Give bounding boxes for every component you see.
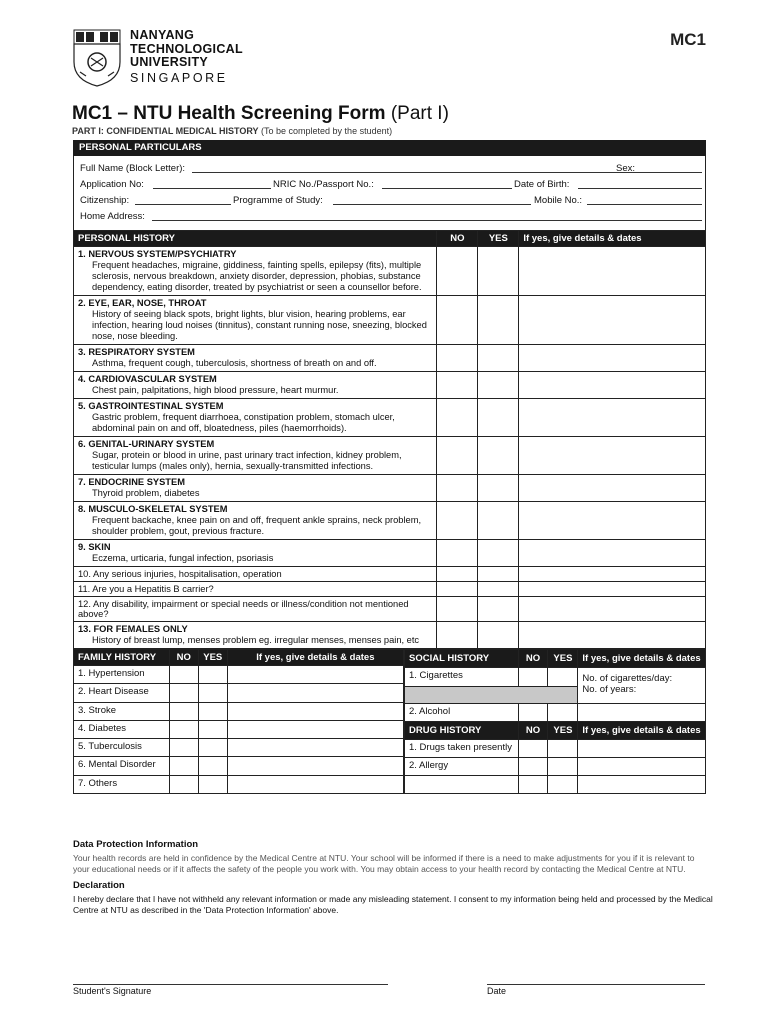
data-protection-heading: Data Protection Information [73,839,199,850]
history-row [74,399,706,437]
no-checkbox[interactable] [437,399,478,437]
yes-checkbox[interactable] [478,540,519,567]
form-title-rest: (Part I) [385,103,449,124]
blank-cell [548,776,578,794]
history-item-title: 7. ENDOCRINE SYSTEM [78,477,185,487]
history-item-title: 10. Any serious injuries, hospitalisation, operation [78,569,282,579]
history-item-title: 3. RESPIRATORY SYSTEM [78,347,195,357]
history-item [74,597,437,622]
no-checkbox[interactable] [169,684,198,702]
history-item-title: 4. CARDIOVASCULAR SYSTEM [78,374,217,384]
history-row [74,296,706,345]
date-label: Date [487,986,507,996]
nric-field[interactable] [382,178,512,189]
yes-checkbox[interactable] [548,704,578,722]
history-item-description: Frequent backache, knee pain on and off, frequent ankle sprains, neck problem, shoulder problem, gout, previous fracture. [92,515,422,536]
no-checkbox[interactable] [169,720,198,738]
university-name-line: NANYANG [130,28,195,42]
subtitle-bold: PART I: CONFIDENTIAL MEDICAL HISTORY [72,126,259,136]
details-field[interactable] [519,567,706,582]
yes-checkbox[interactable] [198,757,227,775]
history-item-description: Frequent headaches, migraine, giddiness, fainting spells, epilepsy (fits), multiple sclerosis, nervous breakdown, anxiety disorder, depression, phobias, substance dependency, eating disorder, treated by psychiatrist or seen a counsellor before. [92,260,422,292]
full-name-field[interactable] [192,162,682,173]
history-item [74,622,437,649]
yes-checkbox[interactable] [478,597,519,622]
details-field[interactable] [519,582,706,597]
application-no-label: Application No: [80,179,144,190]
personal-history-table [73,230,706,649]
no-column-header: NO [169,650,198,666]
details-field[interactable] [227,720,403,738]
yes-checkbox[interactable] [478,475,519,502]
social-history-table [404,649,706,794]
details-field[interactable] [519,247,706,296]
blank-cell [578,776,706,794]
history-item-description: Chest pain, palpitations, high blood pressure, heart murmur. [92,385,339,395]
university-name-line: TECHNOLOGICAL [130,41,243,56]
family-row [74,739,404,757]
form-body [73,140,706,794]
details-field[interactable] [519,372,706,399]
history-item-title: 13. FOR FEMALES ONLY [78,624,188,634]
drugs-taken-label: 1. Drugs taken presently [405,740,519,758]
history-row [74,582,706,597]
citizenship-label: Citizenship: [80,195,130,206]
signature-label: Student's Signature [73,986,152,996]
family-row [74,684,404,702]
signature-line[interactable] [73,984,388,985]
family-item-label: 7. Others [74,775,170,793]
family-history-rows [74,666,404,794]
history-row [74,475,706,502]
drug-history-title: DRUG HISTORY [405,722,519,740]
data-protection-text: Your health records are held in confidence by the Medical Centre at NTU. Your school will be informed if there is a need to make adjustments for you if it is relevant to your educational needs or if it affects the safety of the people you work with. You may obtain access to your health record by contacting the Medical Centre at NTU. [73,853,695,874]
family-row [74,720,404,738]
details-field[interactable] [227,684,403,702]
history-item-title: 9. SKIN [78,542,111,552]
personal-history-title: PERSONAL HISTORY [74,231,437,247]
no-checkbox[interactable] [169,666,198,684]
history-row [74,345,706,372]
social-history-header [405,650,706,668]
no-checkbox[interactable] [518,740,548,758]
address-label: Home Address: [80,211,145,222]
no-checkbox[interactable] [437,437,478,475]
form-subtitle [72,126,392,136]
yes-checkbox[interactable] [478,296,519,345]
dob-field[interactable] [578,178,702,189]
history-item [74,582,437,597]
alcohol-details[interactable] [578,704,706,722]
family-item-label: 4. Diabetes [74,720,170,738]
details-field[interactable] [519,437,706,475]
history-item [74,502,437,540]
social-drug-column [404,649,706,794]
social-row-cigarettes [405,668,706,687]
details-field[interactable] [519,296,706,345]
sex-label: Sex: [616,163,636,174]
details-column-header: If yes, give details & dates [578,650,706,668]
history-row [74,540,706,567]
yes-checkbox[interactable] [198,775,227,793]
cigarettes-years-label: No. of years: [582,684,637,695]
no-checkbox[interactable] [437,597,478,622]
cigarettes-label: 1. Cigarettes [405,668,519,687]
university-crest-logo [72,28,122,88]
no-checkbox[interactable] [437,582,478,597]
family-item-label: 6. Mental Disorder [74,757,170,775]
drug-row-2 [405,758,706,776]
allergy-details[interactable] [578,758,706,776]
yes-column-header: YES [548,650,578,668]
date-line[interactable] [487,984,705,985]
history-item [74,345,437,372]
no-checkbox[interactable] [437,296,478,345]
history-row [74,372,706,399]
details-field[interactable] [519,622,706,649]
yes-checkbox[interactable] [478,399,519,437]
history-item [74,372,437,399]
no-checkbox[interactable] [437,345,478,372]
programme-label: Programme of Study: [233,195,323,206]
history-item [74,247,437,296]
details-column-header: If yes, give details & dates [519,231,706,247]
nric-label: NRIC No./Passport No.: [273,179,374,190]
personal-particulars-section [73,156,706,230]
full-name-label: Full Name (Block Letter): [80,163,186,174]
yes-checkbox[interactable] [478,567,519,582]
history-row [74,597,706,622]
history-row [74,622,706,649]
no-checkbox[interactable] [169,757,198,775]
university-name [130,29,243,85]
personal-particulars-header: PERSONAL PARTICULARS [73,140,706,156]
declaration-text: I hereby declare that I have not withheld any relevant information or made any misleading statement. I consent to my information being held and processed by the Medical Centre at NTU as described in the 'Data Protection Information' above. [73,894,713,915]
history-item-title: 1. NERVOUS SYSTEM/PSYCHIATRY [78,249,237,259]
yes-checkbox[interactable] [198,666,227,684]
shaded-cell [405,687,578,704]
yes-checkbox[interactable] [478,247,519,296]
drugs-details[interactable] [578,740,706,758]
history-item-description: Gastric problem, frequent diarrhoea, constipation problem, stomach ulcer, abdominal pain on and off, bloatedness, piles (haemorrhoids). [92,412,395,433]
yes-checkbox[interactable] [548,668,578,687]
no-checkbox[interactable] [169,739,198,757]
yes-column-header: YES [548,722,578,740]
no-checkbox[interactable] [437,567,478,582]
family-row [74,775,404,793]
history-item [74,475,437,502]
history-row [74,247,706,296]
no-column-header: NO [437,231,478,247]
lower-tables [73,649,706,794]
citizenship-field[interactable] [135,194,231,205]
form-title-bold: MC1 – NTU Health Screening Form [72,103,386,124]
history-item [74,399,437,437]
no-checkbox[interactable] [518,668,548,687]
details-column-header: If yes, give details & dates [227,650,403,666]
yes-checkbox[interactable] [478,345,519,372]
history-item [74,567,437,582]
no-column-header: NO [518,722,548,740]
details-field[interactable] [519,540,706,567]
personal-history-header [74,231,706,247]
history-item-title: 2. EYE, EAR, NOSE, THROAT [78,298,207,308]
details-field[interactable] [227,757,403,775]
history-row [74,437,706,475]
address-field[interactable] [152,210,702,221]
yes-checkbox[interactable] [198,720,227,738]
cigarettes-per-day-label: No. of cigarettes/day: [582,673,673,684]
family-history-header [74,650,404,666]
history-item-description: Thyroid problem, diabetes [92,488,200,498]
history-item-description: Sugar, protein or blood in urine, past urinary tract infection, kidney problem, testicular lumps (males only), hernia, sexually-transmitted infections. [92,450,402,471]
yes-checkbox[interactable] [478,437,519,475]
yes-checkbox[interactable] [478,582,519,597]
no-checkbox[interactable] [169,775,198,793]
yes-checkbox[interactable] [198,739,227,757]
details-field[interactable] [227,702,403,720]
form-title [72,103,449,125]
history-item-description: History of breast lump, menses problem eg. irregular menses, menses pain, etc [92,635,420,645]
details-field[interactable] [227,666,403,684]
yes-checkbox[interactable] [478,622,519,649]
family-item-label: 1. Hypertension [74,666,170,684]
no-checkbox[interactable] [437,540,478,567]
application-no-field[interactable] [153,178,271,189]
alcohol-label: 2. Alcohol [405,704,519,722]
subtitle-rest: (To be completed by the student) [258,126,393,136]
personal-history-rows [74,247,706,649]
yes-checkbox[interactable] [198,702,227,720]
yes-checkbox[interactable] [548,740,578,758]
cigarettes-details[interactable] [578,668,706,704]
history-row [74,502,706,540]
no-checkbox[interactable] [518,758,548,776]
details-field[interactable] [519,399,706,437]
yes-column-header: YES [478,231,519,247]
family-item-label: 5. Tuberculosis [74,739,170,757]
family-item-label: 2. Heart Disease [74,684,170,702]
social-history-title: SOCIAL HISTORY [405,650,519,668]
blank-cell [405,776,519,794]
family-row [74,702,404,720]
history-item [74,540,437,567]
no-checkbox[interactable] [437,372,478,399]
no-checkbox[interactable] [437,475,478,502]
programme-field[interactable] [333,194,531,205]
drug-row-blank [405,776,706,794]
details-field[interactable] [227,739,403,757]
family-history-title: FAMILY HISTORY [74,650,170,666]
history-item-title: 11. Are you a Hepatitis B carrier? [78,584,214,594]
yes-checkbox[interactable] [478,502,519,540]
yes-column-header: YES [198,650,227,666]
allergy-label: 2. Allergy [405,758,519,776]
history-item-title: 6. GENITAL-URINARY SYSTEM [78,439,215,449]
history-item [74,437,437,475]
family-history-table [73,649,404,794]
details-field[interactable] [519,597,706,622]
details-field[interactable] [227,775,403,793]
declaration-heading: Declaration [73,880,125,891]
yes-checkbox[interactable] [548,758,578,776]
dob-label: Date of Birth: [514,179,570,190]
university-name-line: SINGAPORE [130,70,228,85]
no-checkbox[interactable] [437,502,478,540]
no-checkbox[interactable] [437,247,478,296]
family-row [74,666,404,684]
details-column-header: If yes, give details & dates [578,722,706,740]
no-checkbox[interactable] [437,622,478,649]
history-item-title: 12. Any disability, impairment or special needs or illness/condition not mentioned above? [78,599,409,619]
history-item-title: 5. GASTROINTESTINAL SYSTEM [78,401,224,411]
no-checkbox[interactable] [169,702,198,720]
details-field[interactable] [519,502,706,540]
details-field[interactable] [519,475,706,502]
history-item-description: Asthma, frequent cough, tuberculosis, shortness of breath on and off. [92,358,377,368]
history-item [74,296,437,345]
drug-row-1 [405,740,706,758]
history-item-description: History of seeing black spots, bright lights, blur vision, hearing problems, ear infection, hearing loud noises (tinnitus), constant running nose, sneezing, blocked nose, nose bleeding. [92,309,427,341]
no-column-header: NO [518,650,548,668]
family-item-label: 3. Stroke [74,702,170,720]
sex-field[interactable] [640,162,702,173]
no-checkbox[interactable] [518,704,548,722]
yes-checkbox[interactable] [198,684,227,702]
mobile-field[interactable] [587,194,702,205]
family-row [74,757,404,775]
form-code: MC1 [670,30,706,49]
details-field[interactable] [519,345,706,372]
yes-checkbox[interactable] [478,372,519,399]
university-name-line: UNIVERSITY [130,55,209,69]
history-row [74,567,706,582]
mobile-label: Mobile No.: [534,195,583,206]
history-item-description: Eczema, urticaria, fungal infection, psoriasis [92,553,274,563]
drug-history-header [405,722,706,740]
social-row-alcohol [405,704,706,722]
history-item-title: 8. MUSCULO-SKELETAL SYSTEM [78,504,228,514]
blank-cell [518,776,548,794]
